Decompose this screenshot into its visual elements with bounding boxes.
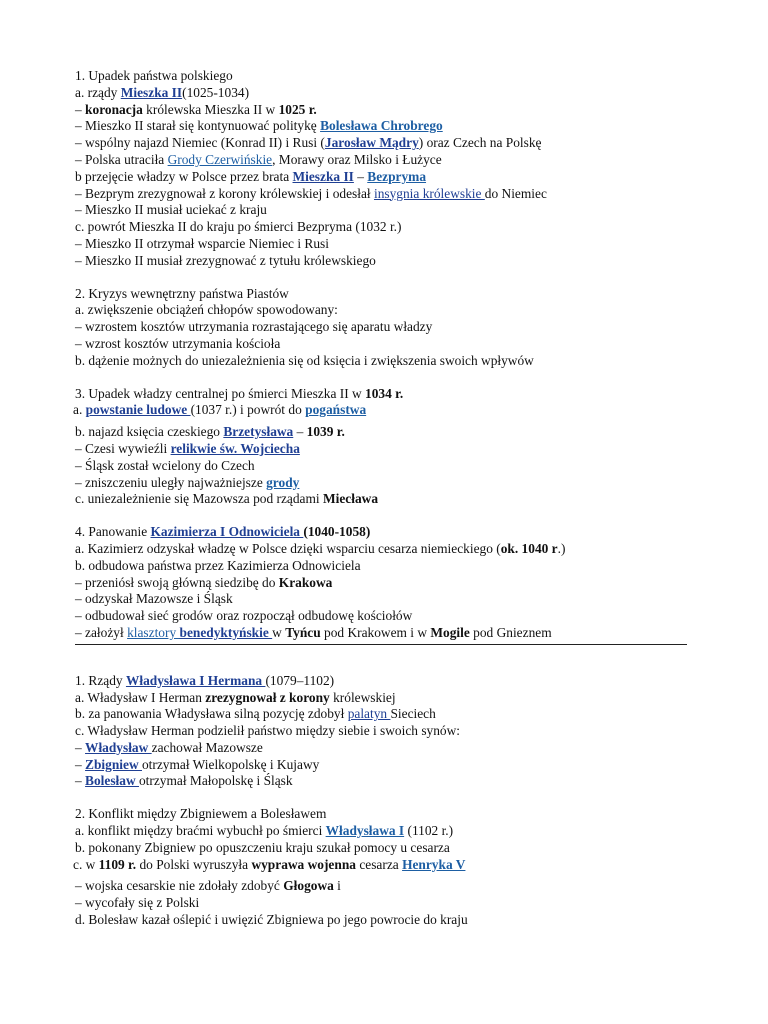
text-segment: a. rządy xyxy=(75,84,121,100)
text-link[interactable]: Jarosław Mądry xyxy=(324,135,419,151)
section xyxy=(0,286,768,370)
text-segment: – xyxy=(75,739,86,755)
text-link[interactable]: Władysława I xyxy=(325,823,405,839)
text-line xyxy=(0,895,768,912)
text-segment: – xyxy=(75,773,86,789)
text-line xyxy=(0,102,768,119)
text-segment: 1039 r. xyxy=(306,424,345,440)
text-link[interactable]: relikwie św. Wojciecha xyxy=(170,440,300,456)
text-segment: , Morawy oraz Milsko i Łużyce xyxy=(272,151,442,167)
text-link[interactable]: Bezpryma xyxy=(367,168,427,184)
text-segment: a. konflikt między braćmi wybuchł po śmierci xyxy=(75,823,326,839)
text-line xyxy=(0,118,768,135)
text-line xyxy=(0,402,768,419)
text-segment: c. uniezależnienie się Mazowsza pod rządami xyxy=(75,491,323,507)
text-link[interactable]: powstanie ludowe xyxy=(85,402,191,418)
text-segment: królewskiej xyxy=(329,689,396,705)
text-link[interactable]: grody xyxy=(266,474,300,490)
text-line xyxy=(0,202,768,219)
text-segment: b. najazd księcia czeskiego xyxy=(75,424,224,440)
text-segment: b. odbudowa państwa przez Kazimierza Odnowiciela xyxy=(75,557,361,573)
text-segment: Miecława xyxy=(322,491,379,507)
text-line xyxy=(0,575,768,592)
text-line xyxy=(0,857,768,874)
text-line xyxy=(0,625,768,642)
section xyxy=(0,524,768,642)
text-segment: a. zwiększenie obciążeń chłopów spowodowany: xyxy=(75,302,338,318)
text-segment: b. pokonany Zbigniew po opuszczeniu kraju szukał pomocy u cesarza xyxy=(75,839,450,855)
text-segment: pod Gnieznem xyxy=(469,624,552,640)
text-segment: zachował Mazowsze xyxy=(151,739,263,755)
text-line xyxy=(0,878,768,895)
text-segment: ok. 1040 r xyxy=(500,540,558,556)
text-segment: – Śląsk został wcielony do Czech xyxy=(75,457,255,473)
text-line xyxy=(0,336,768,353)
text-link[interactable]: Grody Czerwińskie xyxy=(167,151,273,167)
text-line xyxy=(0,85,768,102)
text-segment: b. za panowania Władysława silną pozycję zdobył xyxy=(75,706,348,722)
text-line xyxy=(0,219,768,236)
text-segment: cesarza xyxy=(355,856,403,872)
text-line xyxy=(0,541,768,558)
text-link[interactable]: Władysław xyxy=(85,739,152,755)
text-line xyxy=(0,491,768,508)
text-segment: – wycofały się z Polski xyxy=(75,895,200,911)
text-segment: (1040-1058) xyxy=(303,524,371,540)
text-segment: 4. Panowanie xyxy=(75,524,151,540)
text-segment: wyprawa wojenna xyxy=(251,856,356,872)
text-segment: zrezygnował z korony xyxy=(205,689,330,705)
document-body xyxy=(0,68,768,929)
text-line xyxy=(0,236,768,253)
section-spacer xyxy=(0,657,768,673)
text-line xyxy=(0,690,768,707)
text-segment: pod Krakowem i w xyxy=(320,624,431,640)
text-segment: otrzymał Wielkopolskę i Kujawy xyxy=(141,756,320,772)
text-segment: koronacja xyxy=(85,101,143,117)
text-segment: c. w xyxy=(73,856,99,872)
text-segment: – przeniósł swoją główną siedzibę do xyxy=(75,574,279,590)
text-segment: b przejęcie władzy w Polsce przez brata xyxy=(75,168,293,184)
text-link[interactable]: palatyn xyxy=(347,706,391,722)
text-line xyxy=(0,558,768,575)
text-line xyxy=(0,591,768,608)
text-line xyxy=(0,441,768,458)
text-segment: – xyxy=(75,101,86,117)
text-line xyxy=(0,475,768,492)
text-segment: – wzrostem kosztów utrzymania rozrastającego się aparatu władzy xyxy=(75,319,433,335)
text-line xyxy=(0,319,768,336)
text-segment: – Polska utraciła xyxy=(75,151,168,167)
text-segment: Tyńcu xyxy=(285,624,321,640)
text-segment: – założył xyxy=(75,624,128,640)
section-spacer xyxy=(0,370,768,386)
text-segment: – wojska cesarskie nie zdołały zdobyć xyxy=(75,878,284,894)
text-segment: a. Władysław I Herman xyxy=(75,689,206,705)
text-segment: – odzyskał Mazowsze i Śląsk xyxy=(75,591,233,607)
text-segment: (1079–1102) xyxy=(265,672,335,688)
text-segment: Głogowa xyxy=(283,878,334,894)
section xyxy=(0,386,768,509)
text-line xyxy=(0,840,768,857)
text-segment: ) oraz Czech na Polskę xyxy=(418,135,542,151)
text-line xyxy=(0,169,768,186)
text-line xyxy=(0,286,768,303)
text-segment: – xyxy=(353,168,368,184)
text-segment: – odbudował sieć grodów oraz rozpoczął odbudowę kościołów xyxy=(75,608,413,624)
text-line xyxy=(0,773,768,790)
text-segment: – Bezprym zrezygnował z korony królewskiej i odesłał xyxy=(75,185,374,201)
text-segment: Krakowa xyxy=(278,574,333,590)
text-line xyxy=(0,723,768,740)
section xyxy=(0,806,768,929)
text-link[interactable]: Zbigniew xyxy=(85,756,142,772)
text-segment: (1037 r.) i powrót do xyxy=(190,402,306,418)
text-segment: 1109 r. xyxy=(98,856,137,872)
text-segment: 1034 r. xyxy=(365,385,404,401)
text-link[interactable]: Bolesława Chrobrego xyxy=(320,118,443,134)
text-line xyxy=(0,353,768,370)
text-segment: 2. Kryzys wewnętrzny państwa Piastów xyxy=(75,285,289,301)
text-line xyxy=(0,706,768,723)
text-line xyxy=(0,823,768,840)
text-link[interactable]: benedyktyńskie xyxy=(179,624,273,640)
text-link[interactable]: klasztory xyxy=(127,624,180,640)
text-segment: – wzrost kosztów utrzymania kościoła xyxy=(75,335,281,351)
section xyxy=(0,673,768,791)
text-line xyxy=(0,524,768,541)
text-segment: 2. Konflikt między Zbigniewem a Bolesławem xyxy=(75,806,327,822)
text-line xyxy=(0,424,768,441)
text-line xyxy=(0,912,768,929)
text-segment: – Mieszko II musiał uciekać z kraju xyxy=(75,202,267,218)
text-link[interactable]: pogaństwa xyxy=(305,402,367,418)
text-segment: i xyxy=(333,878,341,894)
horizontal-rule xyxy=(75,644,687,657)
text-line xyxy=(0,806,768,823)
text-segment: 1. Rządy xyxy=(75,672,126,688)
text-segment: Sieciech xyxy=(390,706,436,722)
text-segment: do Niemiec xyxy=(484,185,547,201)
text-segment: do Polski wyruszyła xyxy=(136,856,252,872)
text-line xyxy=(0,608,768,625)
text-link[interactable]: insygnia królewskie xyxy=(373,185,485,201)
text-line xyxy=(0,458,768,475)
text-line xyxy=(0,673,768,690)
text-segment: (1025-1034) xyxy=(182,84,250,100)
text-link[interactable]: Henryka V xyxy=(402,856,466,872)
text-line xyxy=(0,135,768,152)
text-line xyxy=(0,302,768,319)
text-link[interactable]: Bolesław xyxy=(85,773,139,789)
section-spacer xyxy=(0,790,768,806)
text-line xyxy=(0,152,768,169)
text-line xyxy=(0,186,768,203)
text-segment: – Mieszko II starał się kontynuować politykę xyxy=(75,118,321,134)
text-segment: d. Bolesław kazał oślepić i uwięzić Zbigniewa po jego powrocie do kraju xyxy=(75,912,468,928)
text-segment: (1102 r.) xyxy=(404,823,454,839)
text-segment: – xyxy=(293,424,307,440)
section xyxy=(0,68,768,270)
text-line xyxy=(0,386,768,403)
text-segment: a. Kazimierz odzyskał władzę w Polsce dzięki wsparciu cesarza niemieckiego ( xyxy=(75,540,501,556)
text-segment: a. xyxy=(73,402,86,418)
text-link[interactable]: Mieszka II xyxy=(120,84,183,100)
text-line xyxy=(0,757,768,774)
text-segment: Mogile xyxy=(430,624,470,640)
text-link[interactable]: Władysława I Hermana xyxy=(125,672,266,688)
text-link[interactable]: Kazimierza I Odnowiciela xyxy=(150,524,304,540)
text-segment: 1. Upadek państwa polskiego xyxy=(75,68,233,83)
text-segment: – Mieszko II otrzymał wsparcie Niemiec i Rusi xyxy=(75,235,329,251)
text-segment: .) xyxy=(557,540,566,556)
text-line xyxy=(0,68,768,85)
text-segment: c. powrót Mieszka II do kraju po śmierci Bezpryma (1032 r.) xyxy=(75,219,402,235)
text-segment: 1025 r. xyxy=(278,101,317,117)
text-segment: – Czesi wywieźli xyxy=(75,440,171,456)
text-link[interactable]: Brzetysława xyxy=(223,424,294,440)
text-line xyxy=(0,253,768,270)
text-segment: c. Władysław Herman podzielił państwo między siebie i swoich synów: xyxy=(75,723,461,739)
text-segment: – wspólny najazd Niemiec (Konrad II) i Rusi ( xyxy=(75,135,325,151)
section-spacer xyxy=(0,508,768,524)
text-segment: – zniszczeniu uległy najważniejsze xyxy=(75,474,267,490)
section-spacer xyxy=(0,270,768,286)
text-link[interactable]: Mieszka II xyxy=(292,168,354,184)
text-segment: b. dążenie możnych do uniezależnienia się od księcia i zwiększenia swoich wpływów xyxy=(75,352,534,368)
text-segment: otrzymał Małopolskę i Śląsk xyxy=(138,773,293,789)
text-segment: – Mieszko II musiał zrezygnować z tytułu królewskiego xyxy=(75,252,376,268)
text-segment: – xyxy=(75,756,86,772)
text-segment: 3. Upadek władzy centralnej po śmierci Mieszka II w xyxy=(75,385,366,401)
text-segment: w xyxy=(272,624,286,640)
text-line xyxy=(0,740,768,757)
text-segment: królewska Mieszka II w xyxy=(142,101,279,117)
